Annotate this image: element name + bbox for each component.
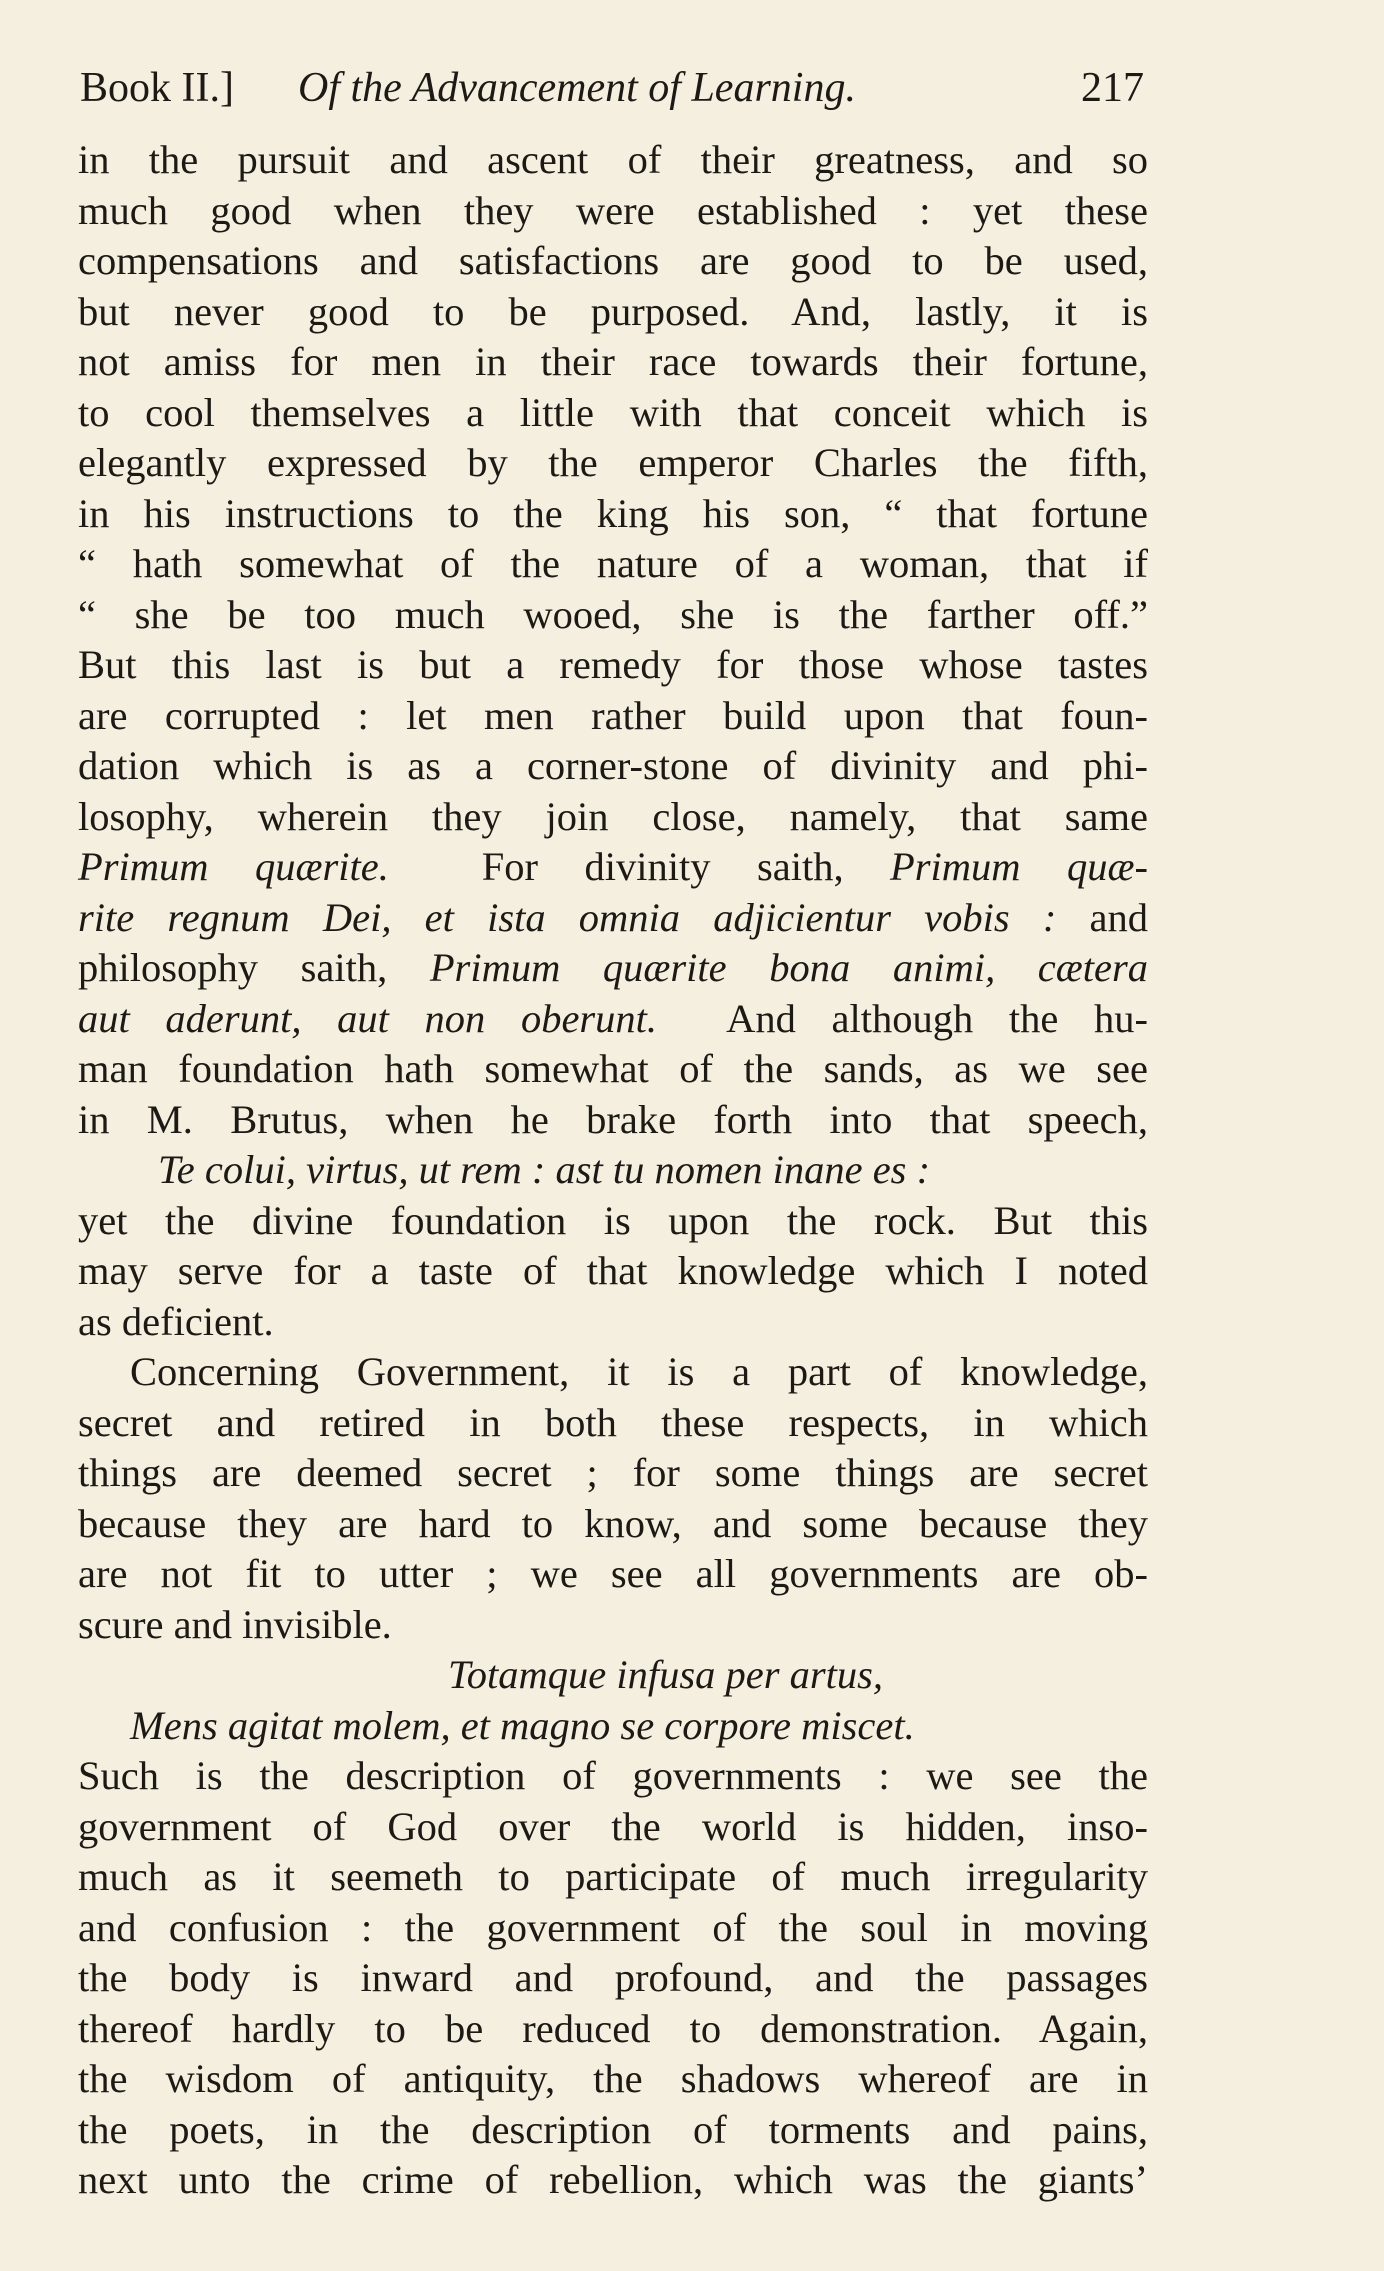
text-line: and confusion : the government of the soul in moving <box>78 1904 1148 1950</box>
text-line: But this last is but a remedy for those whose tastes <box>78 642 1148 687</box>
text-line: the body is inward and profound, and the passages <box>78 1955 1148 2000</box>
text-line: Concerning Government, it is a part of knowledge, <box>130 1349 1148 1394</box>
text-line: losophy, wherein they join close, namely, that same <box>78 793 1148 839</box>
text-line: in M. Brutus, when he brake forth into that speech, <box>78 1096 1148 1142</box>
text-line: but never good to be purposed. And, lastly, it is <box>78 288 1148 334</box>
book-title: Of the Advancement of Learning. <box>298 65 856 111</box>
text-line: as deficient. <box>78 1298 274 1344</box>
text-line: not amiss for men in their race towards their fortune, <box>78 339 1148 384</box>
text-line: are corrupted : let men rather build upon that foun- <box>78 692 1148 738</box>
text-line: in the pursuit and ascent of their greatness, and so <box>78 137 1148 182</box>
text-line: government of God over the world is hidden, inso- <box>78 1803 1148 1849</box>
text-line: man foundation hath somewhat of the sands, as we see <box>78 1046 1148 1091</box>
text-line: “ hath somewhat of the nature of a woman, that if <box>78 541 1148 586</box>
text-line: much as it seemeth to participate of much irregularity <box>78 1854 1148 1899</box>
verse-quotation: Totamque infusa per artus, <box>448 1652 884 1697</box>
text-line: aut aderunt, aut non oberunt. And although the hu- <box>78 995 1148 1041</box>
text-line: Primum quærite. For divinity saith, Primum quæ- <box>78 844 1148 889</box>
text-line: scure and invisible. <box>78 1601 392 1647</box>
text-line: “ she be too much wooed, she is the farther off.” <box>78 591 1148 637</box>
text-line: things are deemed secret ; for some things are secret <box>78 1450 1148 1495</box>
page-number: 217 <box>1081 65 1144 111</box>
text-line: in his instructions to the king his son, “ that fortune <box>78 490 1148 536</box>
verse-quotation: Te colui, virtus, ut rem : ast tu nomen inane es : <box>158 1147 931 1192</box>
text-line: to cool themselves a little with that conceit which is <box>78 389 1148 435</box>
running-head <box>80 58 1144 118</box>
text-line: rite regnum Dei, et ista omnia adjicientur vobis : and <box>78 894 1148 940</box>
text-line: may serve for a taste of that knowledge which I noted <box>78 1248 1148 1293</box>
text-line: philosophy saith, Primum quærite bona animi, cætera <box>78 945 1149 990</box>
verse-quotation: Mens agitat molem, et magno se corpore miscet. <box>130 1702 915 1748</box>
text-line: next unto the crime of rebellion, which was the giants’ <box>78 2157 1148 2202</box>
text-line: the wisdom of antiquity, the shadows whereof are in <box>78 2056 1148 2101</box>
body-text <box>78 135 1148 2206</box>
text-line: dation which is as a corner-stone of divinity and phi- <box>78 743 1148 788</box>
book-number: Book II.] <box>80 65 234 111</box>
text-line: Such is the description of governments : we see the <box>78 1753 1148 1798</box>
text-line: yet the divine foundation is upon the rock. But this <box>78 1197 1148 1243</box>
text-line: secret and retired in both these respects, in which <box>78 1399 1148 1445</box>
text-line: compensations and satisfactions are good to be used, <box>78 238 1148 283</box>
text-line: much good when they were established : yet these <box>78 187 1148 233</box>
text-line: are not fit to utter ; we see all governments are ob- <box>78 1551 1148 1596</box>
text-line: elegantly expressed by the emperor Charles the fifth, <box>78 440 1148 485</box>
text-line: thereof hardly to be reduced to demonstration. Again, <box>78 2005 1148 2051</box>
text-line: the poets, in the description of torments and pains, <box>78 2106 1148 2152</box>
text-line: because they are hard to know, and some because they <box>78 1500 1148 1546</box>
